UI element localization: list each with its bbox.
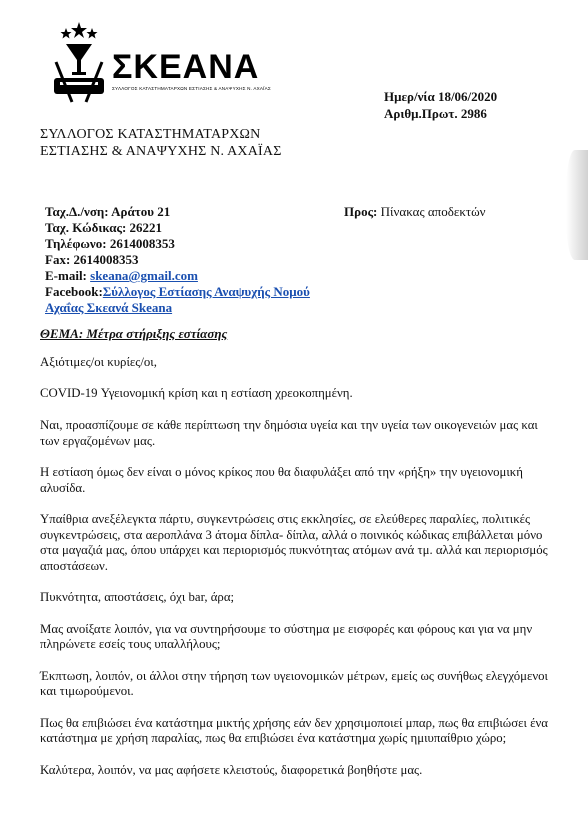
- facebook-line-2: [45, 300, 310, 316]
- logo-emblem-icon: [48, 20, 110, 110]
- logo-wordmark: ΣΚΕΑΝΑ: [112, 48, 260, 86]
- email-line: [45, 268, 310, 284]
- body-paragraph: Ναι, προασπίζουμε σε κάθε περίπτωση την δημόσια υγεία και την υγεία των οικογενειών μας και των εργαζομένων μας.: [40, 418, 538, 448]
- recipient-line: [344, 204, 486, 220]
- recipient-value: Πίνακας αποδεκτών: [377, 204, 486, 219]
- phone: Τηλέφωνο: 2614008353: [45, 236, 175, 251]
- body-paragraph: Υπαίθρια ανεξέλεγκτα πάρτυ, συγκεντρώσεις στις εκκλησίες, σε ελεύθερες παραλίες, πολιτικές συγκεντρώσεις, στα αεροπλάνα 3 άτομα δίπλα- δίπλα, αλλά ο ποινικός κώδικας επιβάλλεται μόνο στα μαγαζιά μας, όπου υπάρχει και περιορισμός πυκνότητας ατόμων ανά τμ. αλλά και περιορισμός αποστάσεων.: [40, 512, 548, 573]
- facebook-label: Facebook:: [45, 284, 103, 299]
- protocol-number: Αριθμ.Πρωτ. 2986: [384, 106, 487, 121]
- document-date: Ημερ/νία 18/06/2020: [384, 89, 498, 104]
- body-paragraph: Η εστίαση όμως δεν είναι ο μόνος κρίκος που θα διαφυλάξει από την «ρήξη» την υγειονομική αλυσίδα.: [40, 465, 523, 495]
- organization-name-line2: ΕΣΤΙΑΣΗΣ & ΑΝΑΨΥΧΗΣ Ν. ΑΧΑΪΑΣ: [40, 144, 282, 159]
- organization-logo: [48, 20, 271, 110]
- body-paragraph: Καλύτερα, λοιπόν, να μας αφήσετε κλειστούς, διαφορετικά βοηθήστε μας.: [40, 762, 423, 777]
- sender-organization: [40, 126, 282, 160]
- facebook-link-part1[interactable]: Σύλλογος Εστίασης Αναψυχής Νομού: [102, 284, 310, 299]
- letter-body: [40, 355, 550, 778]
- body-paragraph: Αξιότιμες/οι κυρίες/οι,: [40, 355, 157, 369]
- organization-name-line1: ΣΥΛΛΟΓΟΣ ΚΑΤΑΣΤΗΜΑΤΑΡΧΩΝ: [40, 127, 261, 142]
- fax: Fax: 2614008353: [45, 252, 139, 267]
- body-paragraph: COVID-19 Υγειονομική κρίση και η εστίαση χρεοκοπημένη.: [40, 385, 353, 400]
- recipient-label: Προς:: [344, 204, 378, 219]
- body-paragraph: Πως θα επιβιώσει ένα κατάστημα μικτής χρήσης εάν δεν χρησιμοποιεί μπαρ, πως θα επιβιώσει ένα κατάστημα με χρήση παραλίας, πως θα επιβιώσει ένα κατάστημα χωρίς ημιυπαίθριο χώρο;: [40, 715, 549, 745]
- address: Ταχ.Δ./νση: Αράτου 21: [45, 204, 171, 219]
- facebook-line: [45, 284, 310, 300]
- document-meta: [384, 88, 497, 122]
- postcode: Ταχ. Κώδικας: 26221: [45, 220, 163, 235]
- contact-details: [45, 204, 310, 316]
- logo-subtitle: ΣΥΛΛΟΓΟΣ ΚΑΤΑΣΤΗΜΑΤΑΡΧΩΝ ΕΣΤΙΑΣΗΣ & ΑΝΑΨΥΧΗΣ Ν. ΑΧΑΪΑΣ: [112, 86, 271, 91]
- letter-subject: ΘΕΜΑ: Μέτρα στήριξης εστίασης: [40, 326, 228, 341]
- body-paragraph: Έκπτωση, λοιπόν, οι άλλοι στην τήρηση των υγειονομικών μέτρων, εμείς ως συνήθως ελεγχόμενοι και τιμωρούμενοι.: [40, 668, 548, 698]
- page-edge-shadow: [566, 150, 588, 260]
- body-paragraph: Πυκνότητα, αποστάσεις, όχι bar, άρα;: [40, 590, 235, 604]
- email-link[interactable]: skeana@gmail.com: [90, 268, 198, 283]
- facebook-link-part2[interactable]: Αχαΐας Σκεανά Skeana: [45, 300, 173, 315]
- email-label: E-mail:: [45, 268, 91, 283]
- body-paragraph: Μας ανοίξατε λοιπόν, για να συντηρήσουμε το σύστημα με εισφορές και φόρους και για να μην πληρώνετε εσείς τους υπαλλήλους;: [40, 621, 533, 651]
